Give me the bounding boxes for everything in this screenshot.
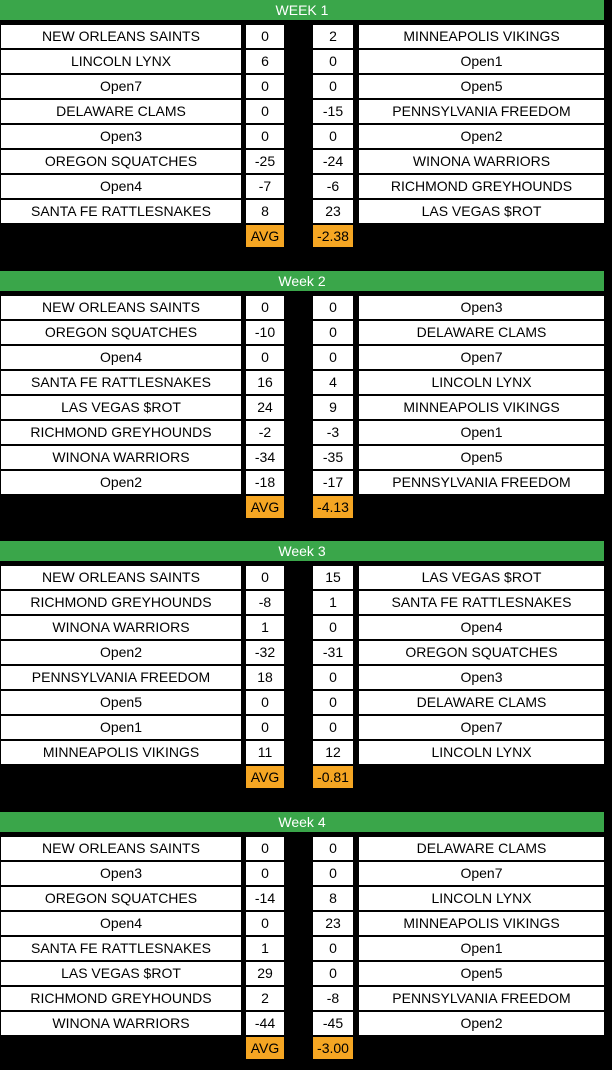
home-team-cell: Open1 — [1, 716, 241, 739]
avg-label: AVG — [246, 225, 284, 247]
matchup-row — [0, 862, 612, 886]
home-score-cell: 18 — [246, 666, 284, 689]
home-team-cell: Open4 — [1, 346, 241, 369]
home-score-cell: 0 — [246, 296, 284, 319]
away-score-cell: 12 — [313, 741, 353, 764]
matchup-row — [0, 616, 612, 640]
matchup-row — [0, 666, 612, 690]
average-row — [0, 225, 612, 247]
away-team-cell: Open1 — [359, 421, 604, 444]
away-score-cell: 0 — [313, 862, 353, 885]
home-team-cell: Open2 — [1, 471, 241, 494]
away-team-cell: Open2 — [359, 1012, 604, 1035]
away-score-cell: 0 — [313, 962, 353, 985]
home-team-cell: OREGON SQUATCHES — [1, 321, 241, 344]
matchup-row — [0, 50, 612, 74]
away-score-cell: -31 — [313, 641, 353, 664]
away-score-cell: -45 — [313, 1012, 353, 1035]
matchup-row — [0, 937, 612, 961]
away-team-cell: MINNEAPOLIS VIKINGS — [359, 912, 604, 935]
away-score-cell: -24 — [313, 150, 353, 173]
matchup-row — [0, 691, 612, 715]
matchup-row — [0, 962, 612, 986]
home-team-cell: PENNSYLVANIA FREEDOM — [1, 666, 241, 689]
away-score-cell: 0 — [313, 666, 353, 689]
home-score-cell: 0 — [246, 862, 284, 885]
avg-value: -3.00 — [313, 1037, 353, 1059]
home-score-cell: -25 — [246, 150, 284, 173]
away-team-cell: LAS VEGAS $ROT — [359, 566, 604, 589]
week-header: Week 2 — [0, 271, 604, 291]
matchup-row — [0, 446, 612, 470]
home-team-cell: RICHMOND GREYHOUNDS — [1, 421, 241, 444]
away-team-cell: Open7 — [359, 862, 604, 885]
matchup-row — [0, 837, 612, 861]
away-score-cell: 8 — [313, 887, 353, 910]
week-block — [0, 541, 612, 788]
away-team-cell: Open3 — [359, 666, 604, 689]
home-score-cell: 0 — [246, 912, 284, 935]
avg-label: AVG — [246, 1037, 284, 1059]
away-score-cell: 23 — [313, 912, 353, 935]
home-team-cell: LAS VEGAS $ROT — [1, 962, 241, 985]
home-score-cell: 0 — [246, 125, 284, 148]
matchup-row — [0, 175, 612, 199]
home-score-cell: 0 — [246, 25, 284, 48]
away-score-cell: 15 — [313, 566, 353, 589]
matchup-row — [0, 25, 612, 49]
away-score-cell: 23 — [313, 200, 353, 223]
home-team-cell: MINNEAPOLIS VIKINGS — [1, 741, 241, 764]
matchup-row — [0, 591, 612, 615]
home-team-cell: WINONA WARRIORS — [1, 616, 241, 639]
week-block — [0, 0, 612, 247]
home-score-cell: 24 — [246, 396, 284, 419]
away-score-cell: 0 — [313, 937, 353, 960]
week-header: Week 4 — [0, 812, 604, 832]
away-score-cell: 9 — [313, 396, 353, 419]
avg-label: AVG — [246, 496, 284, 518]
matchup-row — [0, 396, 612, 420]
home-score-cell: -44 — [246, 1012, 284, 1035]
matchup-row — [0, 150, 612, 174]
matchup-row — [0, 321, 612, 345]
home-score-cell: 1 — [246, 937, 284, 960]
matchup-row — [0, 75, 612, 99]
away-team-cell: RICHMOND GREYHOUNDS — [359, 175, 604, 198]
home-score-cell: -18 — [246, 471, 284, 494]
home-team-cell: SANTA FE RATTLESNAKES — [1, 200, 241, 223]
away-team-cell: DELAWARE CLAMS — [359, 691, 604, 714]
away-score-cell: 0 — [313, 716, 353, 739]
away-score-cell: -3 — [313, 421, 353, 444]
home-team-cell: WINONA WARRIORS — [1, 446, 241, 469]
home-team-cell: NEW ORLEANS SAINTS — [1, 566, 241, 589]
home-score-cell: 0 — [246, 691, 284, 714]
home-team-cell: Open2 — [1, 641, 241, 664]
away-score-cell: -15 — [313, 100, 353, 123]
matchup-row — [0, 741, 612, 765]
home-team-cell: RICHMOND GREYHOUNDS — [1, 987, 241, 1010]
away-team-cell: Open5 — [359, 962, 604, 985]
away-team-cell: PENNSYLVANIA FREEDOM — [359, 100, 604, 123]
home-score-cell: 0 — [246, 100, 284, 123]
away-team-cell: PENNSYLVANIA FREEDOM — [359, 471, 604, 494]
home-team-cell: SANTA FE RATTLESNAKES — [1, 937, 241, 960]
away-score-cell: 0 — [313, 837, 353, 860]
avg-value: -4.13 — [313, 496, 353, 518]
matchup-row — [0, 1012, 612, 1036]
week-block — [0, 271, 612, 518]
home-team-cell: WINONA WARRIORS — [1, 1012, 241, 1035]
away-team-cell: Open7 — [359, 716, 604, 739]
home-team-cell: NEW ORLEANS SAINTS — [1, 296, 241, 319]
away-team-cell: DELAWARE CLAMS — [359, 321, 604, 344]
away-score-cell: 0 — [313, 125, 353, 148]
away-team-cell: LINCOLN LYNX — [359, 741, 604, 764]
away-score-cell: 0 — [313, 296, 353, 319]
away-team-cell: Open5 — [359, 446, 604, 469]
avg-value: -0.81 — [313, 766, 353, 788]
home-score-cell: -14 — [246, 887, 284, 910]
away-team-cell: PENNSYLVANIA FREEDOM — [359, 987, 604, 1010]
matchup-row — [0, 471, 612, 495]
away-team-cell: MINNEAPOLIS VIKINGS — [359, 25, 604, 48]
away-team-cell: Open2 — [359, 125, 604, 148]
home-team-cell: Open5 — [1, 691, 241, 714]
away-team-cell: SANTA FE RATTLESNAKES — [359, 591, 604, 614]
avg-value: -2.38 — [313, 225, 353, 247]
away-team-cell: Open4 — [359, 616, 604, 639]
away-team-cell: Open1 — [359, 937, 604, 960]
away-score-cell: 0 — [313, 346, 353, 369]
home-team-cell: NEW ORLEANS SAINTS — [1, 25, 241, 48]
home-team-cell: Open3 — [1, 125, 241, 148]
average-row — [0, 1037, 612, 1059]
away-team-cell: DELAWARE CLAMS — [359, 837, 604, 860]
week-header: WEEK 1 — [0, 0, 604, 20]
away-score-cell: -8 — [313, 987, 353, 1010]
avg-label: AVG — [246, 766, 284, 788]
home-team-cell: NEW ORLEANS SAINTS — [1, 837, 241, 860]
away-score-cell: 0 — [313, 616, 353, 639]
home-score-cell: 16 — [246, 371, 284, 394]
home-team-cell: DELAWARE CLAMS — [1, 100, 241, 123]
average-row — [0, 496, 612, 518]
average-row — [0, 766, 612, 788]
home-score-cell: 0 — [246, 716, 284, 739]
away-score-cell: 0 — [313, 50, 353, 73]
away-score-cell: 0 — [313, 75, 353, 98]
home-score-cell: 0 — [246, 837, 284, 860]
home-score-cell: 0 — [246, 566, 284, 589]
home-score-cell: 29 — [246, 962, 284, 985]
away-score-cell: 2 — [313, 25, 353, 48]
home-score-cell: 1 — [246, 616, 284, 639]
home-team-cell: SANTA FE RATTLESNAKES — [1, 371, 241, 394]
away-team-cell: OREGON SQUATCHES — [359, 641, 604, 664]
home-team-cell: OREGON SQUATCHES — [1, 150, 241, 173]
matchup-row — [0, 421, 612, 445]
home-score-cell: 2 — [246, 987, 284, 1010]
home-score-cell: 0 — [246, 75, 284, 98]
home-score-cell: 8 — [246, 200, 284, 223]
home-score-cell: -32 — [246, 641, 284, 664]
home-team-cell: LINCOLN LYNX — [1, 50, 241, 73]
week-header: Week 3 — [0, 541, 604, 561]
home-score-cell: -8 — [246, 591, 284, 614]
matchup-row — [0, 987, 612, 1011]
home-team-cell: RICHMOND GREYHOUNDS — [1, 591, 241, 614]
away-team-cell: LINCOLN LYNX — [359, 371, 604, 394]
matchup-row — [0, 100, 612, 124]
away-team-cell: Open1 — [359, 50, 604, 73]
home-team-cell: Open4 — [1, 175, 241, 198]
home-score-cell: 6 — [246, 50, 284, 73]
away-score-cell: 0 — [313, 321, 353, 344]
home-score-cell: -2 — [246, 421, 284, 444]
away-score-cell: 1 — [313, 591, 353, 614]
home-score-cell: -7 — [246, 175, 284, 198]
matchup-row — [0, 912, 612, 936]
home-team-cell: Open7 — [1, 75, 241, 98]
home-team-cell: Open3 — [1, 862, 241, 885]
home-score-cell: -34 — [246, 446, 284, 469]
matchup-row — [0, 200, 612, 224]
week-block — [0, 812, 612, 1059]
home-team-cell: OREGON SQUATCHES — [1, 887, 241, 910]
away-score-cell: -17 — [313, 471, 353, 494]
away-team-cell: WINONA WARRIORS — [359, 150, 604, 173]
matchup-row — [0, 371, 612, 395]
matchup-row — [0, 641, 612, 665]
home-score-cell: 11 — [246, 741, 284, 764]
home-score-cell: -10 — [246, 321, 284, 344]
matchup-row — [0, 566, 612, 590]
away-team-cell: LINCOLN LYNX — [359, 887, 604, 910]
matchup-row — [0, 346, 612, 370]
home-team-cell: LAS VEGAS $ROT — [1, 396, 241, 419]
away-team-cell: LAS VEGAS $ROT — [359, 200, 604, 223]
home-team-cell: Open4 — [1, 912, 241, 935]
home-score-cell: 0 — [246, 346, 284, 369]
matchup-row — [0, 296, 612, 320]
away-score-cell: -35 — [313, 446, 353, 469]
away-score-cell: 0 — [313, 691, 353, 714]
away-team-cell: Open5 — [359, 75, 604, 98]
matchup-row — [0, 125, 612, 149]
matchup-row — [0, 887, 612, 911]
away-score-cell: -6 — [313, 175, 353, 198]
away-score-cell: 4 — [313, 371, 353, 394]
matchup-row — [0, 716, 612, 740]
away-team-cell: Open7 — [359, 346, 604, 369]
away-team-cell: Open3 — [359, 296, 604, 319]
away-team-cell: MINNEAPOLIS VIKINGS — [359, 396, 604, 419]
